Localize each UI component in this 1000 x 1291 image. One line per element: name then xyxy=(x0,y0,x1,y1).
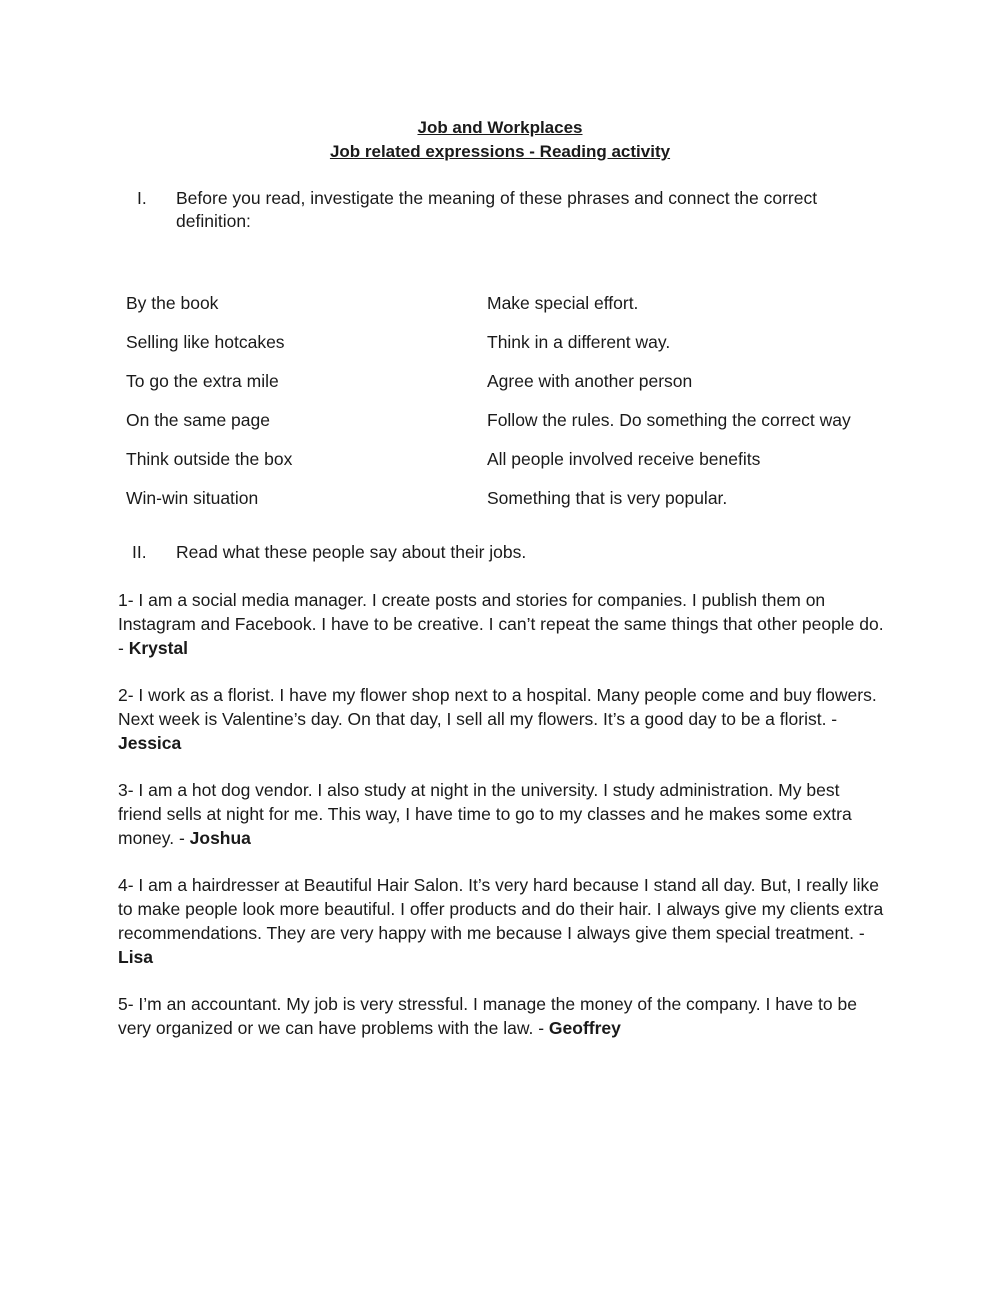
testimonial-author: Geoffrey xyxy=(548,1018,621,1038)
testimonial-author: Jessica xyxy=(118,733,182,753)
testimonial-text: 5- I’m an accountant. My job is very stressful. I manage the money of the company. I have to be very organized or we can have problems with the law. - xyxy=(118,994,857,1038)
section-2-numeral: II. xyxy=(132,542,147,562)
phrase-item: Selling like hotcakes xyxy=(126,332,285,352)
matching-row xyxy=(126,370,906,409)
testimonial-paragraph xyxy=(118,683,888,755)
matching-row xyxy=(126,409,906,448)
matching-row xyxy=(126,331,906,370)
phrase-item: On the same page xyxy=(126,410,270,430)
definition-item: Think in a different way. xyxy=(487,332,671,352)
section-1-numeral: I. xyxy=(137,188,147,208)
definition-item: Make special effort. xyxy=(487,293,639,313)
matching-row xyxy=(126,292,906,331)
document-title: Job and Workplaces xyxy=(417,118,583,137)
testimonial-author: Lisa xyxy=(118,947,154,967)
definition-item: Follow the rules. Do something the correct way xyxy=(487,410,851,430)
testimonials-list xyxy=(118,588,888,1063)
testimonial-paragraph xyxy=(118,873,888,969)
definition-item: Something that is very popular. xyxy=(487,488,728,508)
section-2-instruction xyxy=(0,541,1000,567)
matching-row xyxy=(126,487,906,526)
testimonial-author: Krystal xyxy=(128,638,189,658)
phrase-item: Win-win situation xyxy=(126,488,259,508)
testimonial-text: 2- I work as a florist. I have my flower shop next to a hospital. Many people come and buy flowers. Next week is Valentine’s day. On that day, I sell all my flowers. It’s a good day to be a florist. - xyxy=(118,685,877,729)
section-2-text: Read what these people say about their jobs. xyxy=(176,542,527,562)
document-subtitle: Job related expressions - Reading activity xyxy=(329,142,671,161)
matching-row xyxy=(126,448,906,487)
testimonial-paragraph xyxy=(118,992,888,1040)
phrase-item: To go the extra mile xyxy=(126,371,279,391)
matching-table xyxy=(126,292,906,526)
testimonial-paragraph xyxy=(118,778,888,850)
testimonial-author: Joshua xyxy=(189,828,251,848)
testimonial-text: 3- I am a hot dog vendor. I also study at night in the university. I study administration. My best friend sells at night for me. This way, I have time to go to my classes and he makes some extra money. - xyxy=(118,780,852,848)
phrase-item: By the book xyxy=(126,293,219,313)
testimonial-paragraph xyxy=(118,588,888,660)
testimonial-text: 4- I am a hairdresser at Beautiful Hair Salon. It’s very hard because I stand all day. But, I really like to make people look more beautiful. I offer products and do their hair. I always give my clients extra recommendations. They are very happy with me because I always give them special treatment. - xyxy=(118,875,884,943)
definition-item: Agree with another person xyxy=(487,371,693,391)
phrase-item: Think outside the box xyxy=(126,449,293,469)
definition-item: All people involved receive benefits xyxy=(487,449,761,469)
section-1-text-line2: definition: xyxy=(176,211,251,231)
testimonial-text: 1- I am a social media manager. I create posts and stories for companies. I publish them on Instagram and Facebook. I have to be creative. I can’t repeat the same things that other people do. - xyxy=(118,590,884,658)
section-1-text-line1: Before you read, investigate the meaning of these phrases and connect the correct xyxy=(176,188,818,208)
section-1-instruction xyxy=(0,187,1000,237)
